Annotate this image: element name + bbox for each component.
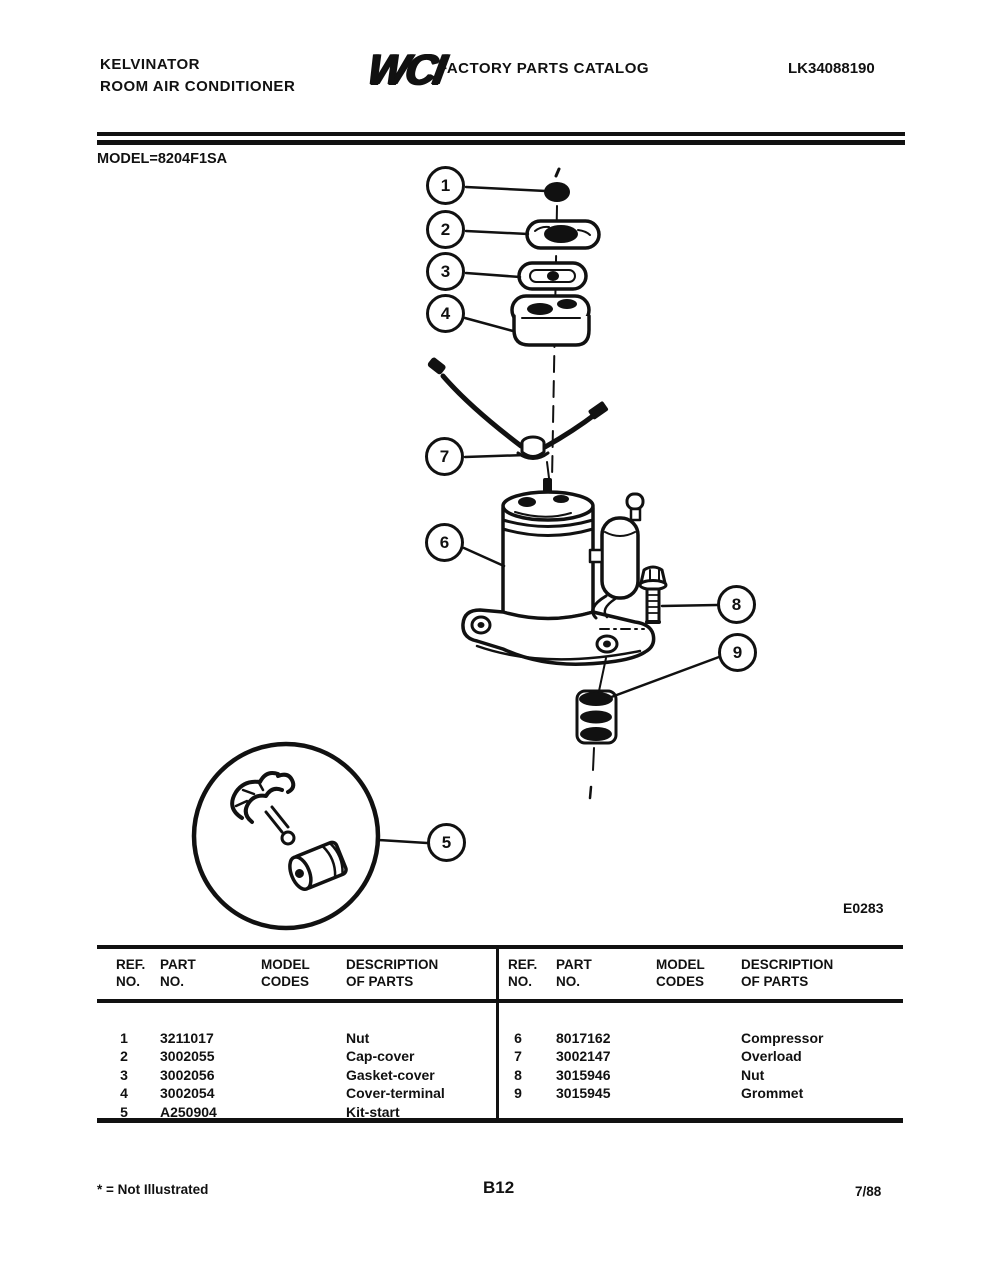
col-header-part-right: PART NO. — [556, 957, 592, 989]
table-row-part: 3002147 — [556, 1048, 611, 1064]
col-header-ref-right: REF. NO. — [508, 957, 538, 989]
table-row-ref: 9 — [514, 1085, 522, 1101]
leader-1 — [466, 187, 546, 191]
callout-5: 5 — [427, 823, 466, 862]
col-header-ref-left: REF. NO. — [116, 957, 146, 989]
page-number: B12 — [483, 1178, 515, 1197]
callout-9: 9 — [718, 633, 757, 672]
wci-logo: WCI — [363, 46, 447, 94]
nut-tip — [556, 169, 559, 176]
col-header-desc-right: DESCRIPTION OF PARTS — [741, 957, 834, 989]
table-row-part: 3002054 — [160, 1085, 215, 1101]
table-row-desc: Kit-start — [346, 1104, 400, 1120]
catalog-title: FACTORY PARTS CATALOG — [438, 60, 650, 77]
publication-number: LK34088190 — [788, 60, 875, 77]
callout-3: 3 — [426, 252, 465, 291]
table-row-ref: 5 — [120, 1104, 128, 1120]
leader-9 — [606, 657, 719, 699]
figure-code: E0283 — [843, 900, 884, 916]
table-row-part: A250904 — [160, 1104, 217, 1120]
table-row-desc: Grommet — [741, 1085, 804, 1101]
table-row-part: 3015946 — [556, 1067, 611, 1083]
leader-6 — [464, 548, 504, 566]
accumulator-cap — [627, 494, 643, 509]
table-row-desc: Gasket-cover — [346, 1067, 435, 1083]
table-row-desc: Nut — [741, 1067, 765, 1083]
callout-6: 6 — [425, 523, 464, 562]
not-illustrated-note: * = Not Illustrated — [97, 1182, 209, 1197]
table-row-desc: Overload — [741, 1048, 802, 1064]
table-row-desc: Compressor — [741, 1030, 824, 1046]
bolt-shaft — [647, 589, 659, 622]
table-row-ref: 7 — [514, 1048, 522, 1064]
table-row-ref: 6 — [514, 1030, 522, 1046]
lead-wire-left — [443, 376, 521, 446]
table-row-ref: 3 — [120, 1067, 128, 1083]
table-row-part: 3211017 — [160, 1030, 214, 1046]
col-header-desc-left: DESCRIPTION OF PARTS — [346, 957, 439, 989]
col-header-codes-left: MODEL CODES — [261, 957, 310, 989]
leader-8 — [662, 605, 717, 606]
leader-7 — [465, 455, 526, 457]
table-row-ref: 8 — [514, 1067, 522, 1083]
table-row-part: 8017162 — [556, 1030, 611, 1046]
table-row-desc: Cap-cover — [346, 1048, 415, 1064]
brand-name: KELVINATOR — [100, 56, 201, 73]
table-row-desc: Nut — [346, 1030, 370, 1046]
product-line: ROOM AIR CONDITIONER — [100, 78, 296, 95]
leader-2 — [466, 231, 528, 234]
leader-3 — [466, 273, 520, 277]
table-row-ref: 1 — [120, 1030, 128, 1046]
table-row-ref: 2 — [120, 1048, 128, 1064]
callout-7: 7 — [425, 437, 464, 476]
table-row-part: 3002055 — [160, 1048, 215, 1064]
accumulator-body — [602, 518, 638, 598]
table-row-ref: 4 — [120, 1085, 128, 1101]
table-row-part: 3002056 — [160, 1067, 215, 1083]
callout-2: 2 — [426, 210, 465, 249]
col-header-part-left: PART NO. — [160, 957, 196, 989]
leader-4 — [465, 318, 513, 331]
callout-1: 1 — [426, 166, 465, 205]
col-header-codes-right: MODEL CODES — [656, 957, 705, 989]
callout-4: 4 — [426, 294, 465, 333]
nut-part — [544, 182, 570, 202]
callout-8: 8 — [717, 585, 756, 624]
table-row-desc: Cover-terminal — [346, 1085, 445, 1101]
table-row-part: 3015945 — [556, 1085, 611, 1101]
leader-5 — [378, 840, 427, 843]
model-number: MODEL=8204F1SA — [97, 151, 228, 167]
wire-connector-left — [427, 356, 447, 375]
clip-ring — [282, 832, 294, 844]
date-code: 7/88 — [855, 1184, 882, 1199]
compressor-base-plate — [463, 610, 654, 664]
